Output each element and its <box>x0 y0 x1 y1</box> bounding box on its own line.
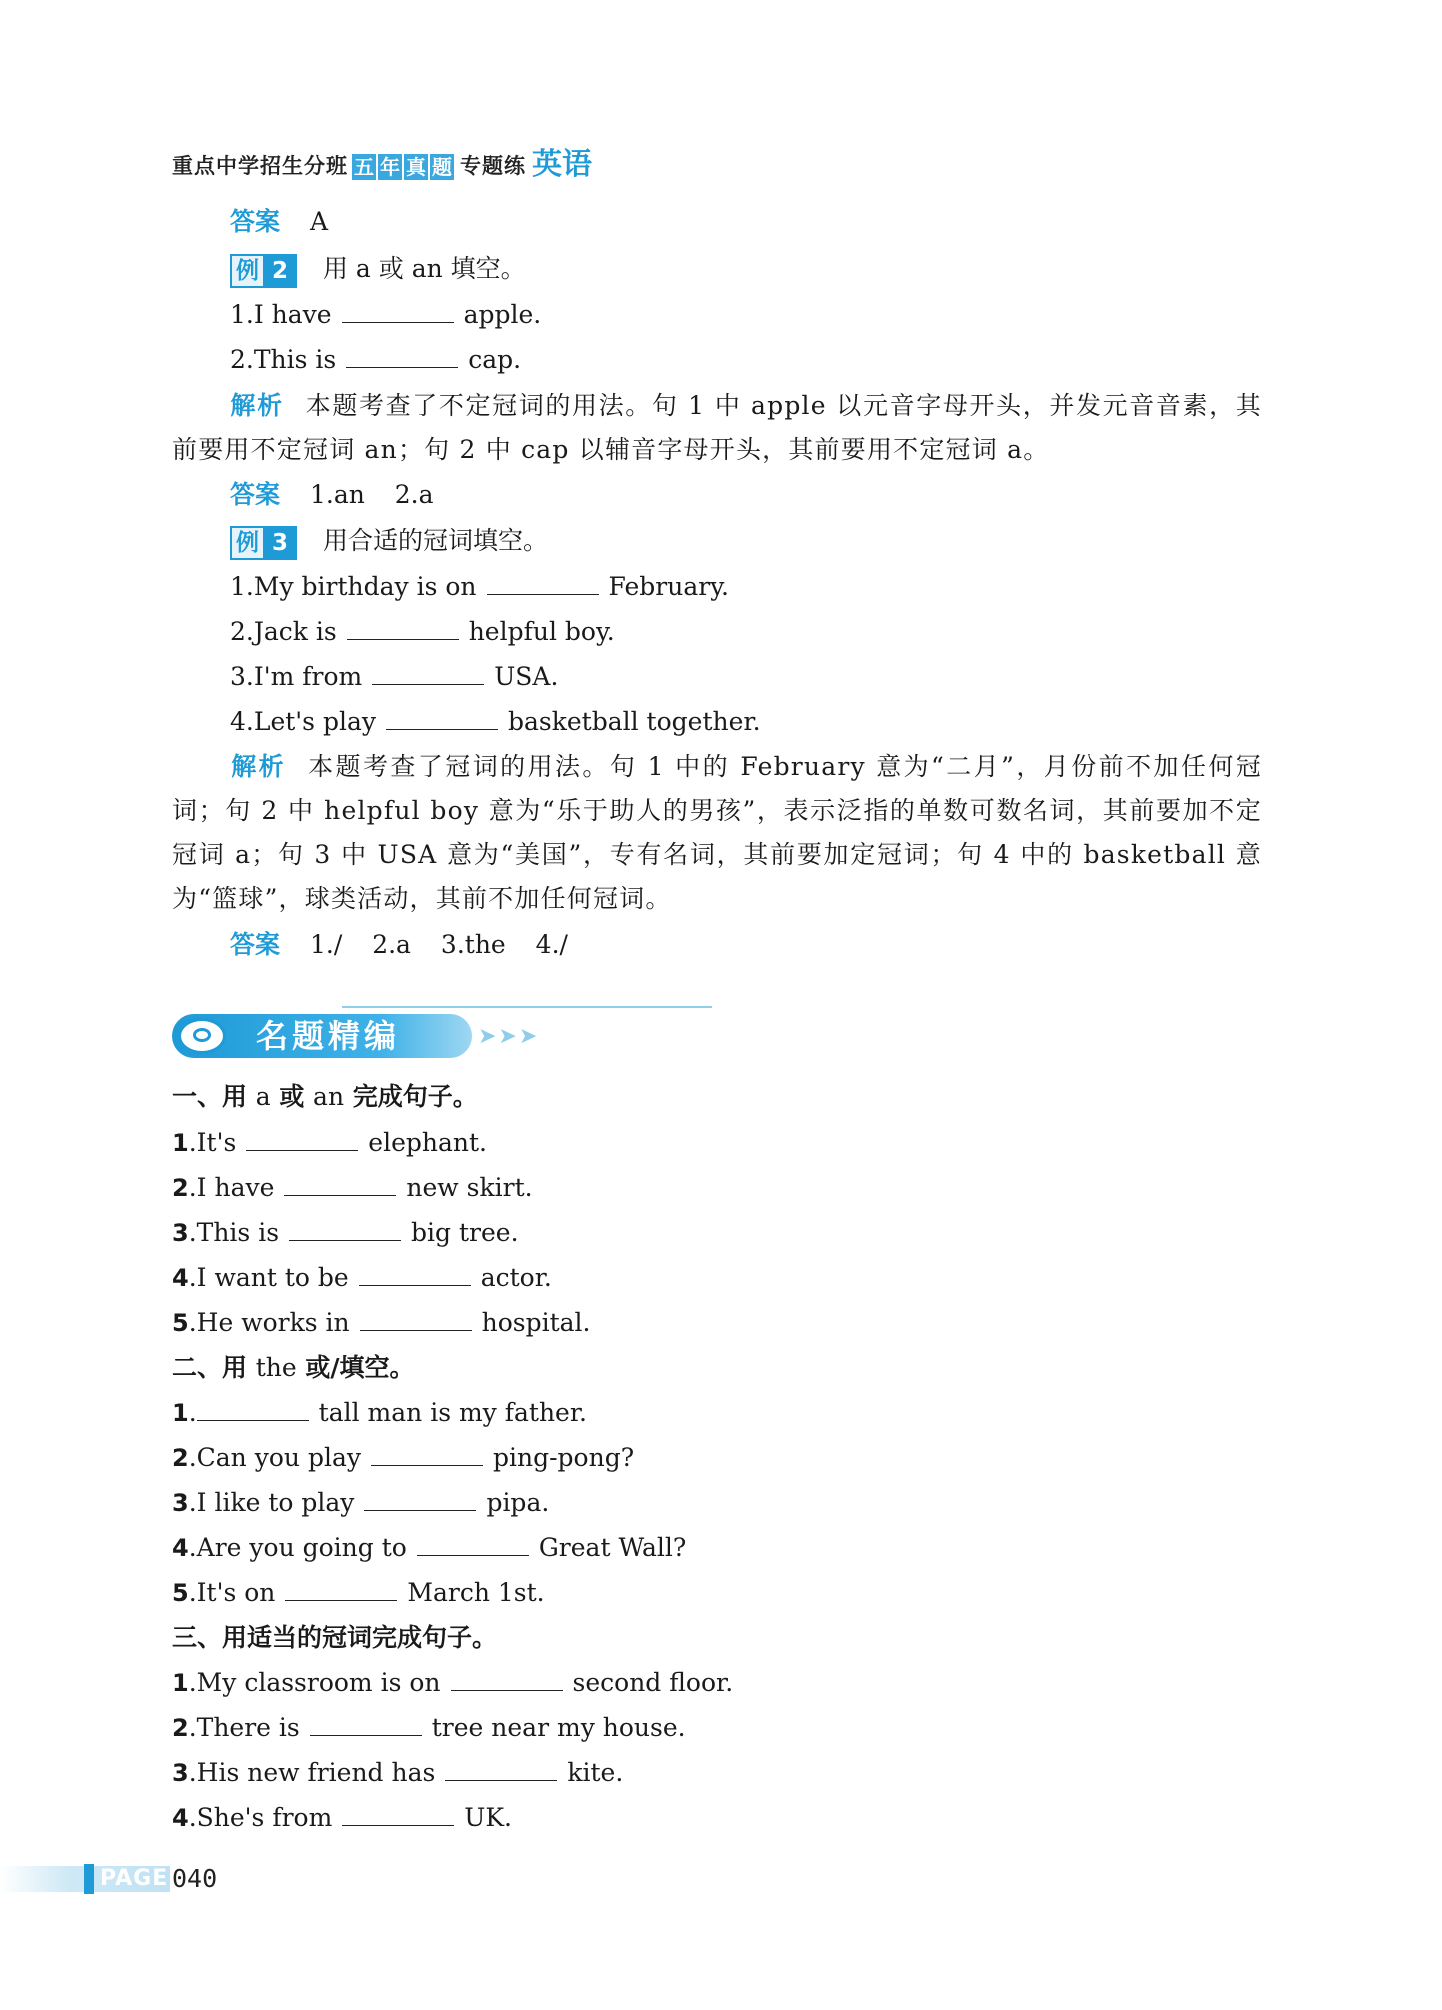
answer-blank <box>246 1128 358 1151</box>
item-text-after: March 1st. <box>407 1578 545 1607</box>
section-title-text: 二、用 <box>172 1353 256 1382</box>
exercise-item <box>172 1801 512 1835</box>
answer-blank <box>347 617 459 640</box>
answer-value: 3.the <box>440 930 506 959</box>
item-text-after: helpful boy. <box>468 617 615 646</box>
section-title-text: 完成句子。 <box>344 1082 478 1111</box>
analysis-text: 本题考查了不定冠词的用法。句 1 中 apple 以元音字母开头，并发元音音素，其前要用不定冠词 an；句 2 中 cap 以辅音字母开头，其前要用不定冠词 a。 <box>172 391 1262 464</box>
item-number: 4 <box>172 1534 189 1562</box>
item-text-before: .He works in <box>188 1308 350 1337</box>
item-number: 5 <box>172 1309 189 1337</box>
item-number: 4 <box>172 1264 189 1292</box>
header-prefix: 重点中学招生分班 <box>172 154 348 178</box>
answer-value: 1.an <box>309 480 365 509</box>
item-text-after: kite. <box>567 1758 624 1787</box>
item-text-before: 2.Jack is <box>230 617 337 646</box>
item-text-before: .There is <box>188 1713 300 1742</box>
item-text-before: .I want to be <box>188 1263 349 1292</box>
analysis-label: 解析 <box>230 391 284 420</box>
item-text-after: actor. <box>480 1263 552 1292</box>
section-title-text: 一、用 <box>172 1082 256 1111</box>
exercise-item <box>230 298 541 332</box>
answer-blank <box>360 1308 472 1331</box>
answer-blank <box>342 1803 454 1826</box>
item-number: 3 <box>172 1219 189 1247</box>
answer-label: 答案 <box>230 930 281 959</box>
item-text-before: . <box>188 1398 197 1427</box>
analysis-text: 本题考查了冠词的用法。句 1 中的 February 意为“二月”，月份前不加任何冠词；句 2 中 helpful boy 意为“乐于助人的男孩”，表示泛指的单数可数名词，其前要加不定冠词 a；句 3 中 USA 意为“美国”，专有名词，其前要加定冠词；句 4 中的 basketball 意为“篮球”，球类活动，其前不加任何冠词。 <box>172 752 1263 913</box>
item-number: 2 <box>172 1444 189 1472</box>
section-title-text: an <box>313 1082 345 1111</box>
exercise-item <box>172 1576 545 1610</box>
section-title-text: 或/填空。 <box>296 1353 415 1382</box>
analysis-paragraph <box>172 745 1262 921</box>
item-text-after: tall man is my father. <box>318 1398 588 1427</box>
exercise-item <box>172 1396 587 1430</box>
item-number: 1 <box>172 1669 189 1697</box>
exercise-item <box>172 1666 733 1700</box>
item-text-before: .This is <box>188 1218 280 1247</box>
item-text-after: new skirt. <box>406 1173 533 1202</box>
exercise-item <box>172 1486 549 1520</box>
answer-blank <box>197 1398 309 1421</box>
section-title-text: the <box>255 1353 297 1382</box>
item-number: 5 <box>172 1579 189 1607</box>
example-badge-char: 例 <box>230 526 263 560</box>
answer-blank <box>284 1173 396 1196</box>
footer-tab <box>84 1864 94 1894</box>
answer-line <box>230 928 568 962</box>
item-number: 2 <box>172 1714 189 1742</box>
answer-value: 4./ <box>535 930 568 959</box>
header-box-char: 题 <box>432 155 452 179</box>
answer-value: A <box>309 207 329 236</box>
example-badge <box>230 528 297 558</box>
running-header <box>172 140 592 180</box>
exercise-item <box>172 1711 686 1745</box>
item-text-after: elephant. <box>368 1128 487 1157</box>
header-boxed-text <box>352 154 456 180</box>
item-text-after: pipa. <box>486 1488 550 1517</box>
header-box-char: 真 <box>406 155 426 179</box>
example-badge-number: 2 <box>263 254 297 288</box>
answer-value: 2.a <box>394 480 434 509</box>
exercise-item <box>172 1171 533 1205</box>
answer-value: 1./ <box>309 930 343 959</box>
item-text-after: tree near my house. <box>431 1713 686 1742</box>
example-2-heading <box>230 252 526 286</box>
example-instruction: 用 a 或 an 填空。 <box>322 254 526 283</box>
item-text-before: .It's on <box>188 1578 276 1607</box>
answer-blank <box>372 662 484 685</box>
section-banner <box>172 1004 552 1068</box>
answer-value: 2.a <box>372 930 411 959</box>
header-box-char: 年 <box>380 155 400 179</box>
item-text-after: Great Wall? <box>538 1533 687 1562</box>
answer-blank <box>285 1578 397 1601</box>
item-number: 4 <box>172 1804 189 1832</box>
item-number: 3 <box>172 1759 189 1787</box>
example-3-heading <box>230 524 548 558</box>
answer-line <box>230 478 434 512</box>
item-text-after: hospital. <box>481 1308 591 1337</box>
section-title-text: a <box>255 1082 271 1111</box>
header-box-char: 五 <box>354 155 374 179</box>
item-text-before: .I like to play <box>188 1488 355 1517</box>
item-text-after: UK. <box>464 1803 512 1832</box>
example-badge-number: 3 <box>263 526 297 560</box>
answer-blank <box>417 1533 529 1556</box>
answer-blank <box>346 345 458 368</box>
item-text-before: .Are you going to <box>188 1533 407 1562</box>
exercise-item <box>230 615 615 649</box>
item-text-after: basketball together. <box>507 707 761 736</box>
item-text-after: ping-pong? <box>492 1443 635 1472</box>
item-text-before: 2.This is <box>230 345 337 374</box>
answer-blank <box>342 300 454 323</box>
example-badge <box>230 256 297 286</box>
item-text-after: apple. <box>463 300 542 329</box>
analysis-paragraph <box>172 384 1262 472</box>
item-text-before: 1.My birthday is on <box>230 572 477 601</box>
item-number: 3 <box>172 1489 189 1517</box>
answer-blank <box>487 572 599 595</box>
answer-blank <box>359 1263 471 1286</box>
exercise-item <box>172 1216 519 1250</box>
item-text-before: .She's from <box>188 1803 333 1832</box>
item-text-before: .I have <box>188 1173 275 1202</box>
banner-logo-icon <box>178 1018 226 1054</box>
item-text-after: February. <box>608 572 729 601</box>
answer-label: 答案 <box>230 480 281 509</box>
item-number: 2 <box>172 1174 189 1202</box>
header-suffix: 专题练 <box>460 154 526 178</box>
section-2-title <box>172 1351 415 1385</box>
answer-blank <box>451 1668 563 1691</box>
item-text-after: cap. <box>468 345 522 374</box>
section-title-text: 或 <box>270 1082 314 1111</box>
answer-blank <box>310 1713 422 1736</box>
item-number: 1 <box>172 1129 189 1157</box>
exercise-item <box>230 660 558 694</box>
item-text-after: second floor. <box>572 1668 734 1697</box>
item-text-before: 1.I have <box>230 300 332 329</box>
section-1-title <box>172 1080 478 1114</box>
exercise-item <box>172 1531 686 1565</box>
answer-line <box>230 205 328 239</box>
exercise-item <box>172 1126 487 1160</box>
exercise-item <box>172 1306 591 1340</box>
footer-page-word: PAGE <box>100 1866 169 1891</box>
analysis-label: 解析 <box>230 752 287 781</box>
example-instruction: 用合适的冠词填空。 <box>322 526 548 555</box>
answer-label: 答案 <box>230 207 281 236</box>
item-text-before: .It's <box>188 1128 237 1157</box>
item-text-after: big tree. <box>411 1218 519 1247</box>
item-text-after: USA. <box>494 662 559 691</box>
exercise-item <box>230 570 729 604</box>
item-number: 1 <box>172 1399 189 1427</box>
banner-title: 名题精编 <box>256 1017 401 1055</box>
exercise-item <box>172 1441 634 1475</box>
exercise-item <box>230 343 521 377</box>
exercise-item <box>172 1756 623 1790</box>
header-subject: 英语 <box>532 147 592 182</box>
answer-blank <box>386 707 498 730</box>
item-text-before: .His new friend has <box>188 1758 436 1787</box>
page-number: 040 <box>172 1864 218 1893</box>
item-text-before: 4.Let's play <box>230 707 376 736</box>
item-text-before: 3.I'm from <box>230 662 363 691</box>
item-text-before: .My classroom is on <box>188 1668 441 1697</box>
answer-blank <box>289 1218 401 1241</box>
section-3-title: 三、用适当的冠词完成句子。 <box>172 1623 498 1652</box>
banner-rule <box>342 1006 712 1008</box>
answer-blank <box>364 1488 476 1511</box>
item-text-before: .Can you play <box>188 1443 361 1472</box>
exercise-item <box>230 705 761 739</box>
answer-blank <box>445 1758 557 1781</box>
example-badge-char: 例 <box>230 254 263 288</box>
banner-arrows-icon: ➤➤➤ <box>478 1024 540 1049</box>
answer-blank <box>371 1443 483 1466</box>
exercise-item <box>172 1261 552 1295</box>
